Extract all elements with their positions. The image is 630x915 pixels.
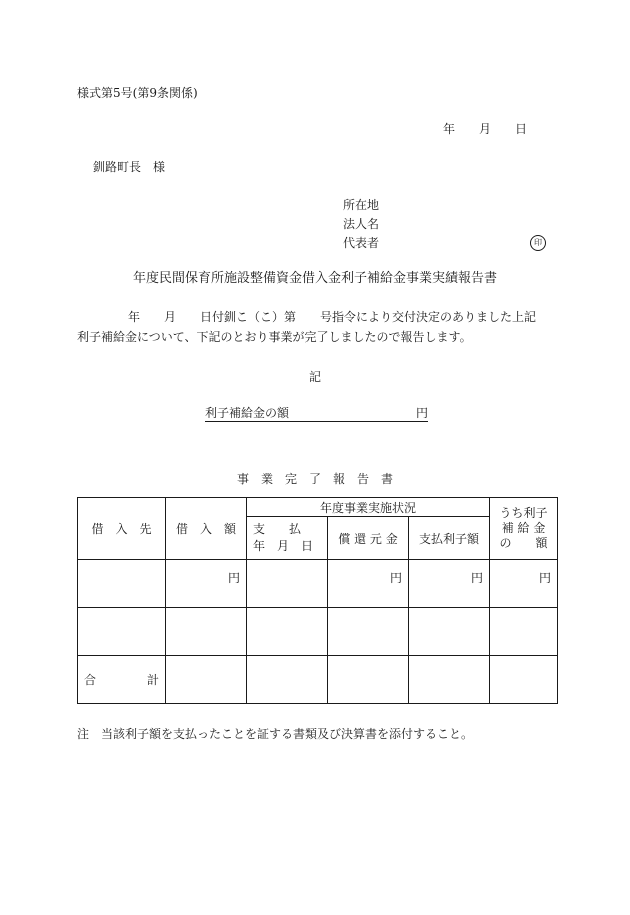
header-subsidy-bottom: の 額 xyxy=(499,536,548,550)
total-payment-date xyxy=(247,656,328,704)
table-row xyxy=(78,560,558,608)
representative-label: 代表者 xyxy=(343,236,380,250)
header-payment-date-top: 支 払 xyxy=(253,522,302,536)
header-status-group: 年度事業実施状況 xyxy=(247,498,490,517)
table-title: 事 業 完 了 報 告 書 xyxy=(236,472,393,486)
seal-mark: 印 xyxy=(530,235,546,251)
recipient: 釧路町長 様 xyxy=(93,160,166,174)
completion-report-table xyxy=(77,497,558,704)
header-subsidy-mid: 補 給 金 xyxy=(501,521,546,535)
total-row xyxy=(78,656,558,704)
subsidy-amount-unit: 円 xyxy=(415,406,428,420)
header-subsidy-top: うち利子 xyxy=(499,506,548,520)
header-interest-paid: 支払利子額 xyxy=(409,517,490,560)
ki-heading: 記 xyxy=(308,370,321,384)
subsidy-amount-label: 利子補給金の額 xyxy=(205,406,290,420)
total-principal-repaid xyxy=(328,656,409,704)
cell-principal-repaid: 円 xyxy=(328,560,409,608)
cell-interest-paid xyxy=(409,608,490,656)
corporation-label: 法人名 xyxy=(343,217,380,231)
header-borrowed: 借 入 額 xyxy=(166,498,247,560)
header-subsidy xyxy=(490,498,558,560)
total-borrowed xyxy=(166,656,247,704)
cell-borrowed xyxy=(166,608,247,656)
form-number: 様式第5号(第9条関係) xyxy=(77,86,198,100)
cell-subsidy: 円 xyxy=(490,560,558,608)
date-line: 年 月 日 xyxy=(443,122,528,136)
total-interest-paid xyxy=(409,656,490,704)
address-label: 所在地 xyxy=(343,198,380,212)
total-subsidy xyxy=(490,656,558,704)
table-row xyxy=(78,608,558,656)
cell-subsidy xyxy=(490,608,558,656)
cell-lender xyxy=(78,560,166,608)
cell-borrowed: 円 xyxy=(166,560,247,608)
header-principal-repaid: 償 還 元 金 xyxy=(328,517,409,560)
cell-lender xyxy=(78,608,166,656)
body-text-line-1: 年 月 日付釧こ（こ）第 号指令により交付決定のありました上記 xyxy=(128,310,537,324)
cell-interest-paid: 円 xyxy=(409,560,490,608)
cell-payment-date xyxy=(247,608,328,656)
cell-principal-repaid xyxy=(328,608,409,656)
header-payment-date xyxy=(247,517,328,560)
header-lender: 借 入 先 xyxy=(78,498,166,560)
subsidy-amount-line xyxy=(205,406,428,422)
footnote: 注 当該利子額を支払ったことを証する書類及び決算書を添付すること。 xyxy=(77,727,474,741)
total-label: 合 計 xyxy=(78,656,166,704)
header-payment-date-bottom: 年 月 日 xyxy=(253,539,314,553)
body-text-line-2: 利子補給金について、下記のとおり事業が完了しましたので報告します。 xyxy=(77,330,472,344)
document-title: 年度民間保育所施設整備資金借入金利子補給金事業実績報告書 xyxy=(132,271,497,286)
cell-payment-date xyxy=(247,560,328,608)
